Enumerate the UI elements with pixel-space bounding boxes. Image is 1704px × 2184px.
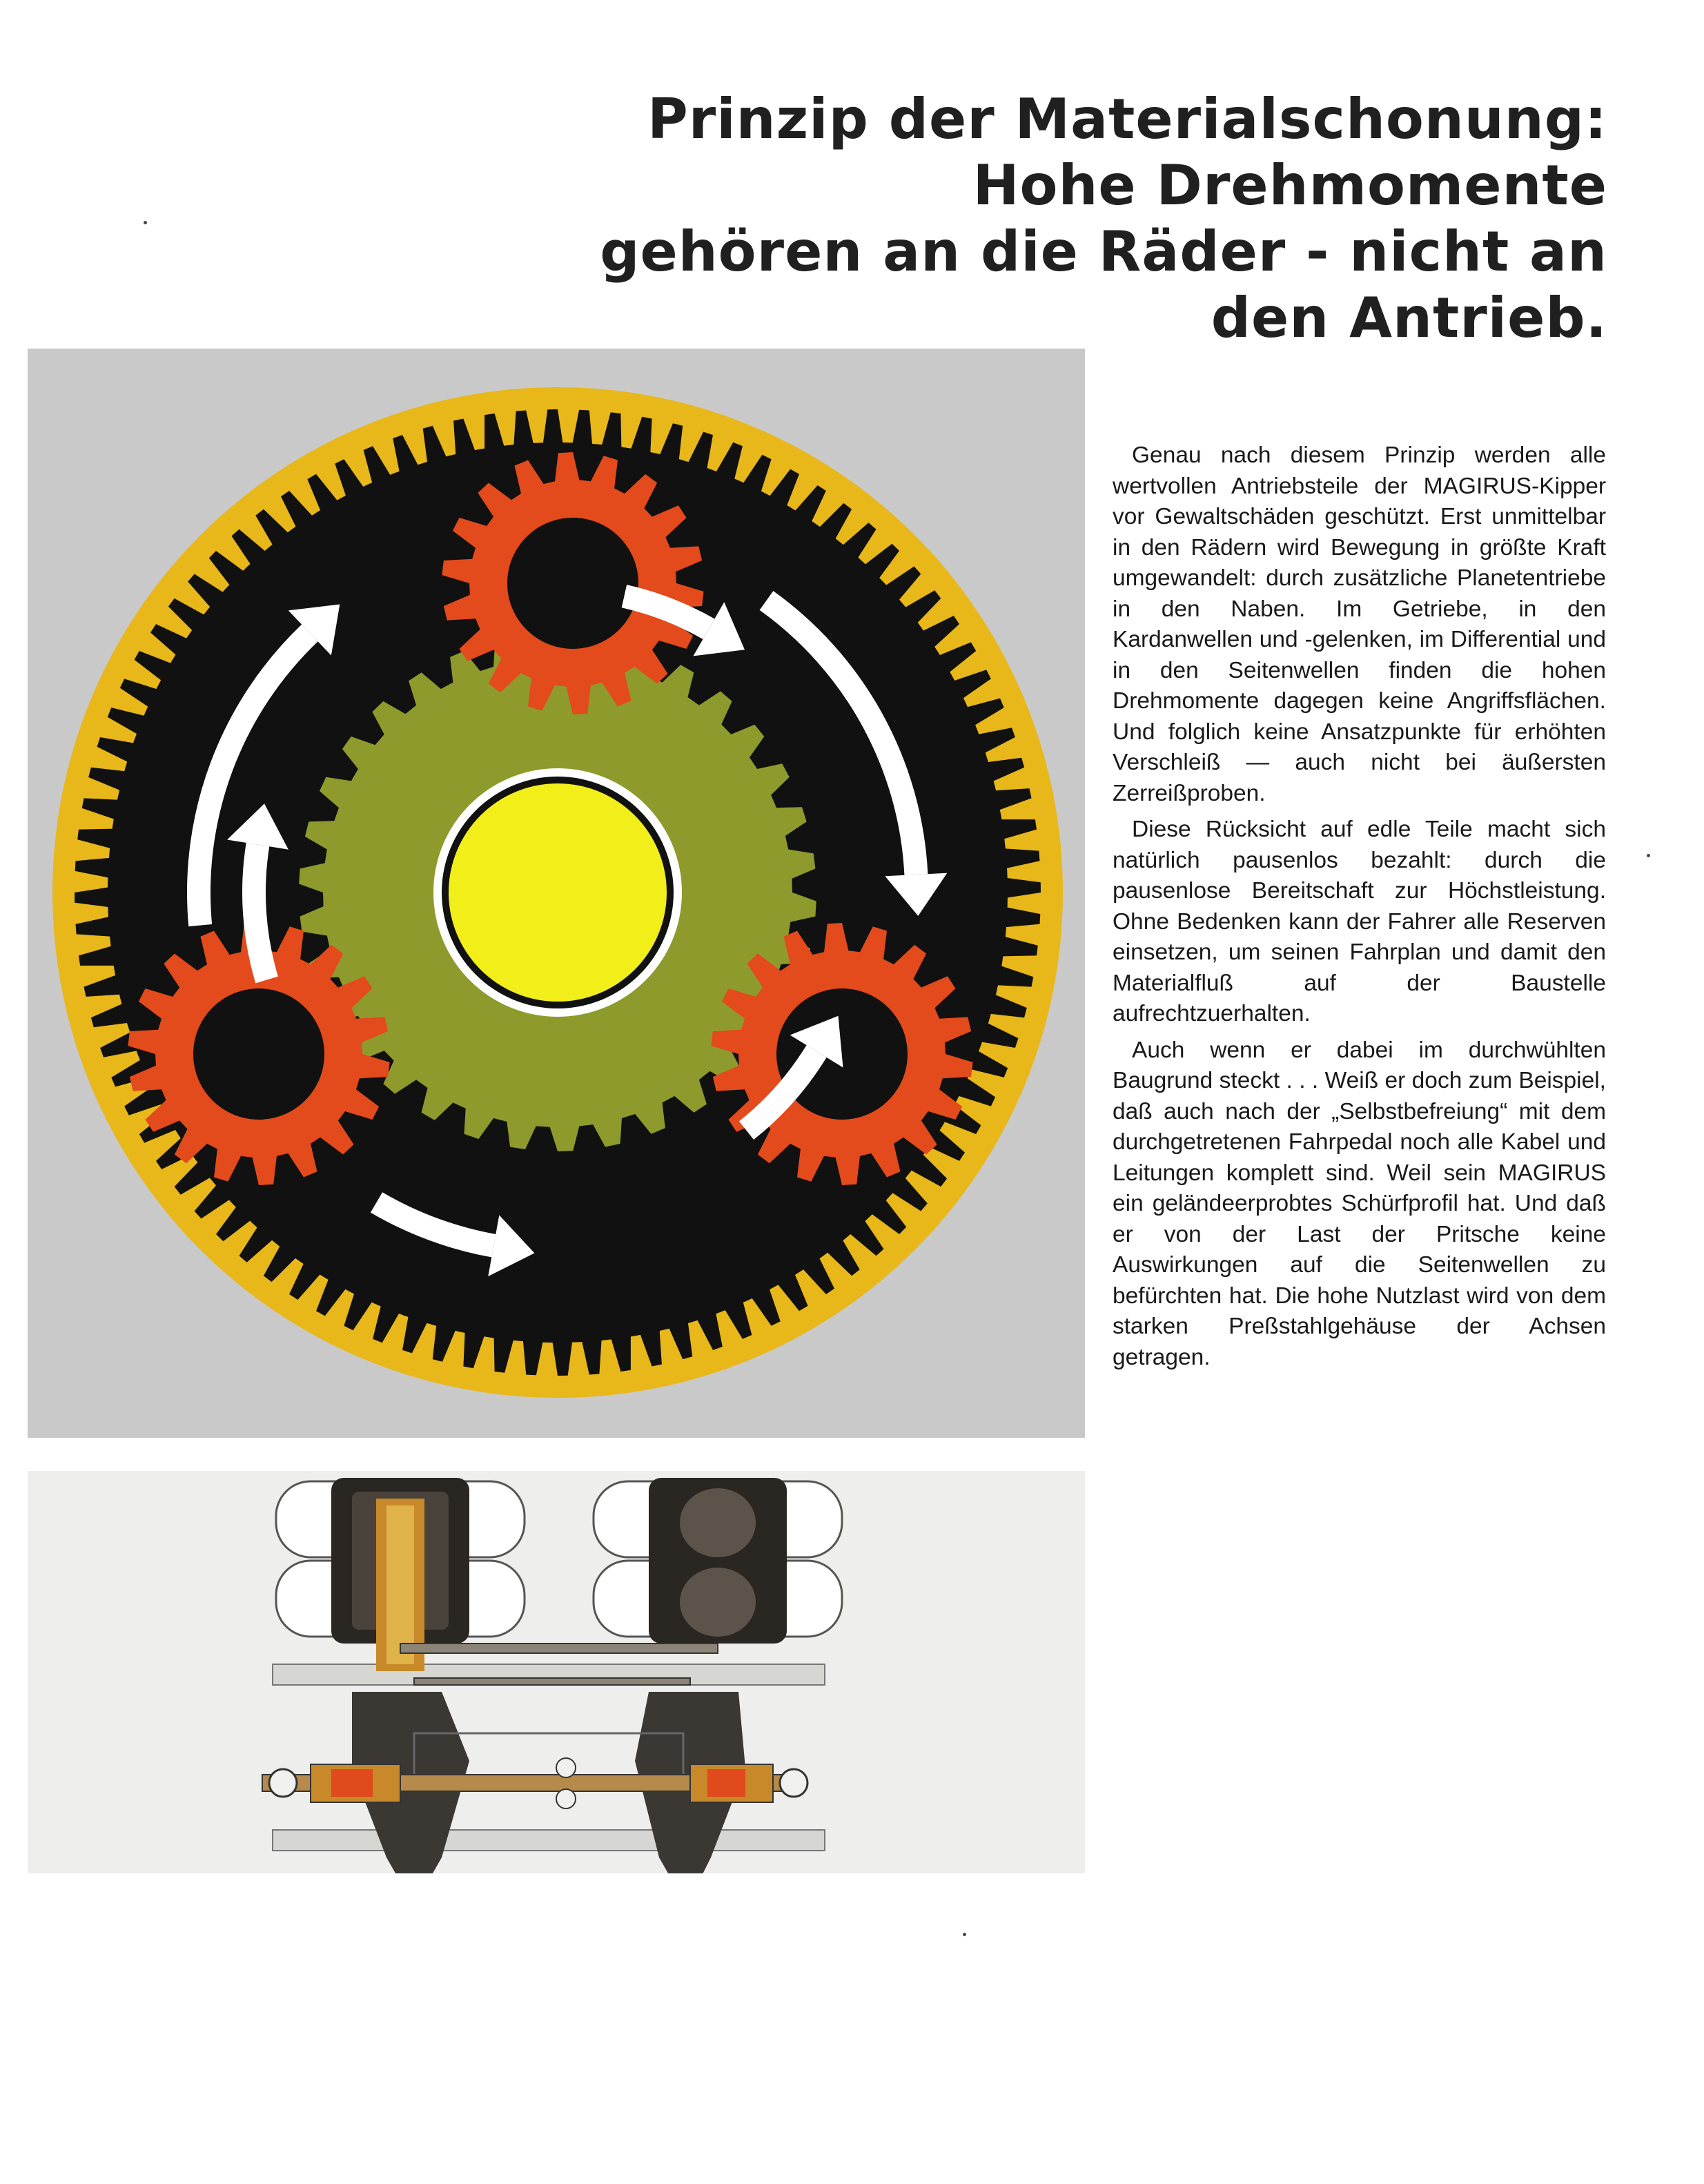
planet-gear-hole (507, 518, 638, 649)
body-text (1113, 440, 1606, 1378)
print-speck (144, 221, 147, 224)
sun-gear-center (449, 783, 667, 1002)
headline-line-2: Hohe Drehmomente (972, 153, 1607, 217)
headline-line-3: gehören an die Räder - nicht an (600, 220, 1607, 284)
planetary-gear-icon (28, 349, 1085, 1438)
planetary-gear-illustration (28, 349, 1085, 1438)
planet-gear-hole (193, 988, 324, 1120)
rotation-arrow (254, 845, 267, 980)
headline (296, 86, 1607, 351)
headline-line-4: den Antrieb. (1211, 286, 1607, 350)
print-speck (1647, 854, 1650, 857)
body-paragraph-1: Genau nach diesem Prinzip werden alle wertvollen Antriebsteile der MAGIRUS-Kipper vor Gewaltschäden geschützt. Erst unmittelbar in den Rädern wird Bewegung in größte Kraft umgewandelt: durch zusätzliche Planetentriebe in den Naben. Im Getriebe, in den Kardanwellen und -gelenken, im Differential und in den Seitenwellen finden die hohen Drehmomente dagegen keine Angriffsflächen. Und folglich keine Ansatzpunkte für erhöhten Verschleiß — auch nicht bei äußersten Zerreißproben. (1113, 442, 1606, 806)
planet-gear-hole (776, 988, 908, 1120)
axle-illustration (28, 1471, 1085, 1873)
headline-line-1: Prinzip der Materialschonung: (647, 87, 1607, 151)
body-paragraph-2: Diese Rücksicht auf edle Teile macht sich natürlich pausenlos bezahlt: durch die pausenlose Bereitschaft zur Höchstleistung. Ohne Bedenken kann der Fahrer alle Reserven einsetzen, um seinen Fahrplan und damit den Materialfluß auf der Baustelle aufrechtzuerhalten. (1113, 817, 1606, 1026)
body-paragraph-3: Auch wenn er dabei im durchwühlten Baugrund steckt . . . Weiß er doch zum Beispiel, daß auch nach der „Selbstbefreiung“ mit dem durchgetretenen Fahrpedal noch alle Kabel und Leitungen komplett sind. Weil sein MAGIRUS ein geländeerprobtes Schürfprofil hat. Und daß er von der Last der Pritsche keine Auswirkungen auf die Seitenwellen zu befürchten hat. Die hohe Nutzlast wird von dem starken Preßstahlgehäuse der Achsen getragen. (1113, 1037, 1606, 1370)
drive-axle-icon (28, 1471, 1085, 1873)
print-speck (963, 1933, 966, 1936)
